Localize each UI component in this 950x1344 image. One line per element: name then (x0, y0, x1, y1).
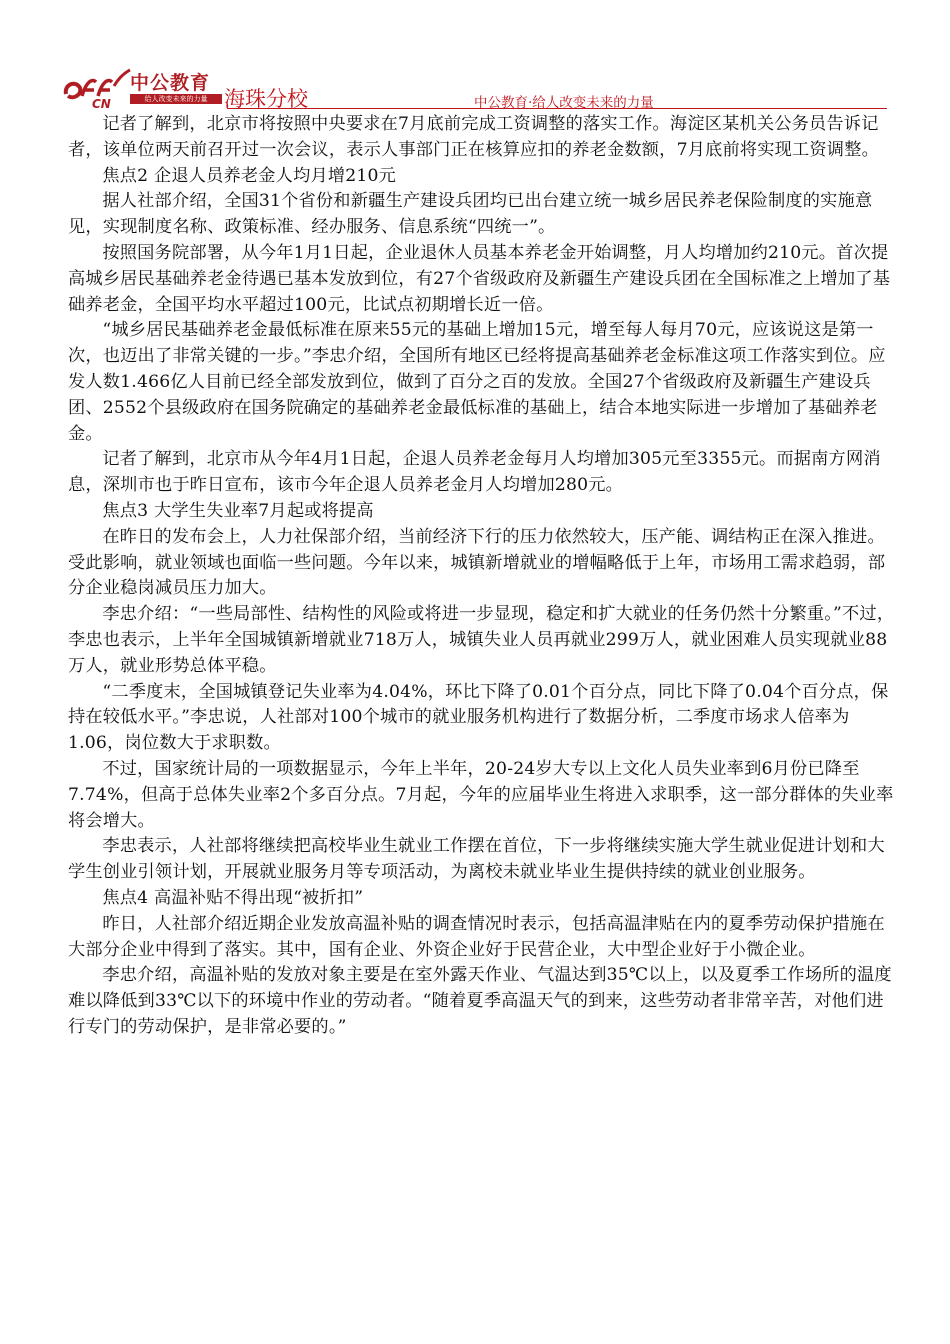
logo-slogan: 给人改变未来的力量 (130, 94, 222, 104)
paragraph: 记者了解到，北京市将按照中央要求在7月底前完成工资调整的落实工作。海淀区某机关公务员告诉记者，该单位两天前召开过一次会议，表示人事部门正在核算应扣的养老金数额，7月底前将实现工资调整。 (68, 114, 879, 160)
header-rule (227, 108, 887, 109)
section-heading: 焦点3 大学生失业率7月起或将提高 (102, 500, 374, 521)
page-header (62, 66, 892, 112)
paragraph: “二季度末，全国城镇登记失业率为4.04%，环比下降了0.01个百分点，同比下降了0.04个百分点，保持在较低水平。”李忠说，人社部对100个城市的就业服务机构进行了数据分析，二季度市场求人倍率为1.06，岗位数大于求职数。 (68, 681, 889, 754)
paragraph: 按照国务院部署，从今年1月1日起，企业退休人员基本养老金开始调整，月人均增加约210元。首次提高城乡居民基础养老金待遇已基本发放到位，有27个省级政府及新疆生产建设兵团在全国标准之上增加了基础养老金，全国平均水平超过100元，比试点初期增长近一倍。 (68, 242, 891, 315)
paragraph: 李忠介绍：“一些局部性、结构性的风险或将进一步显现，稳定和扩大就业的任务仍然十分繁重。”不过，李忠也表示，上半年全国城镇新增就业718万人，城镇失业人员再就业299万人，就业困难人员实现就业88万人，就业形势总体平稳。 (68, 604, 895, 676)
paragraph: 李忠介绍，高温补贴的发放对象主要是在室外露天作业、气温达到35℃以上，以及夏季工作场所的温度难以降低到33℃以下的环境中作业的劳动者。“随着夏季高温天气的到来，这些劳动者非常辛苦，对他们进行专门的劳动保护，是非常必要的。” (68, 965, 892, 1037)
section-heading: 焦点2 企退人员养老金人均月增210元 (102, 165, 397, 186)
paragraph: 不过，国家统计局的一项数据显示，今年上半年，20-24岁大专以上文化人员失业率到6月份已降至7.74%，但高于总体失业率2个多百分点。7月起，今年的应届毕业生将进入求职季，这一部分群体的失业率将会增大。 (68, 758, 894, 831)
logo-brand-name: 中公教育 (130, 72, 211, 94)
header-tagline: 中公教育·给人改变未来的力量 (474, 95, 654, 111)
paragraph: 据人社部介绍，全国31个省份和新疆生产建设兵团均已出台建立统一城乡居民养老保险制度的实施意见，实现制度名称、政策标准、经办服务、信息系统“四统一”。 (68, 191, 873, 238)
section-heading: 焦点4 高温补贴不得出现“被折扣” (102, 887, 364, 908)
offcn-logo-mark-icon (62, 68, 132, 110)
branch-name: 海珠分校 (224, 87, 308, 111)
offcn-logo (62, 66, 227, 112)
paragraph: 昨日，人社部介绍近期企业发放高温补贴的调查情况时表示，包括高温津贴在内的夏季劳动保护措施在大部分企业中得到了落实。其中，国有企业、外资企业好于民营企业，大中型企业好于小微企业。 (68, 913, 885, 960)
article-body (68, 112, 900, 1041)
paragraph: 在昨日的发布会上，人力社保部介绍，当前经济下行的压力依然较大，压产能、调结构正在深入推进。受此影响，就业领域也面临一些问题。今年以来，城镇新增就业的增幅略低于上年，市场用工需求趋弱，部分企业稳岗减员压力加大。 (68, 526, 886, 599)
paragraph: 记者了解到，北京市从今年4月1日起，企退人员养老金每月人均增加305元至3355元。而据南方网消息，深圳市也于昨日宣布，该市今年企退人员养老金月人均增加280元。 (68, 449, 881, 496)
paragraph: 李忠表示，人社部将继续把高校毕业生就业工作摆在首位，下一步将继续实施大学生就业促进计划和大学生创业引领计划，开展就业服务月等专项活动，为离校未就业毕业生提供持续的就业创业服务。 (68, 836, 885, 883)
paragraph: “城乡居民基础养老金最低标准在原来55元的基础上增加15元，增至每人每月70元，应该说这是第一次，也迈出了非常关键的一步。”李忠介绍，全国所有地区已经将提高基础养老金标准这项工作落实到位。应发人数1.466亿人目前已经全部发放到位，做到了百分之百的发放。全国27个省级政府及新疆生产建设兵团、2552个县级政府在国务院确定的基础养老金最低标准的基础上，结合本地实际进一步增加了基础养老金。 (68, 320, 886, 444)
svg-text:CN: CN (92, 97, 111, 110)
